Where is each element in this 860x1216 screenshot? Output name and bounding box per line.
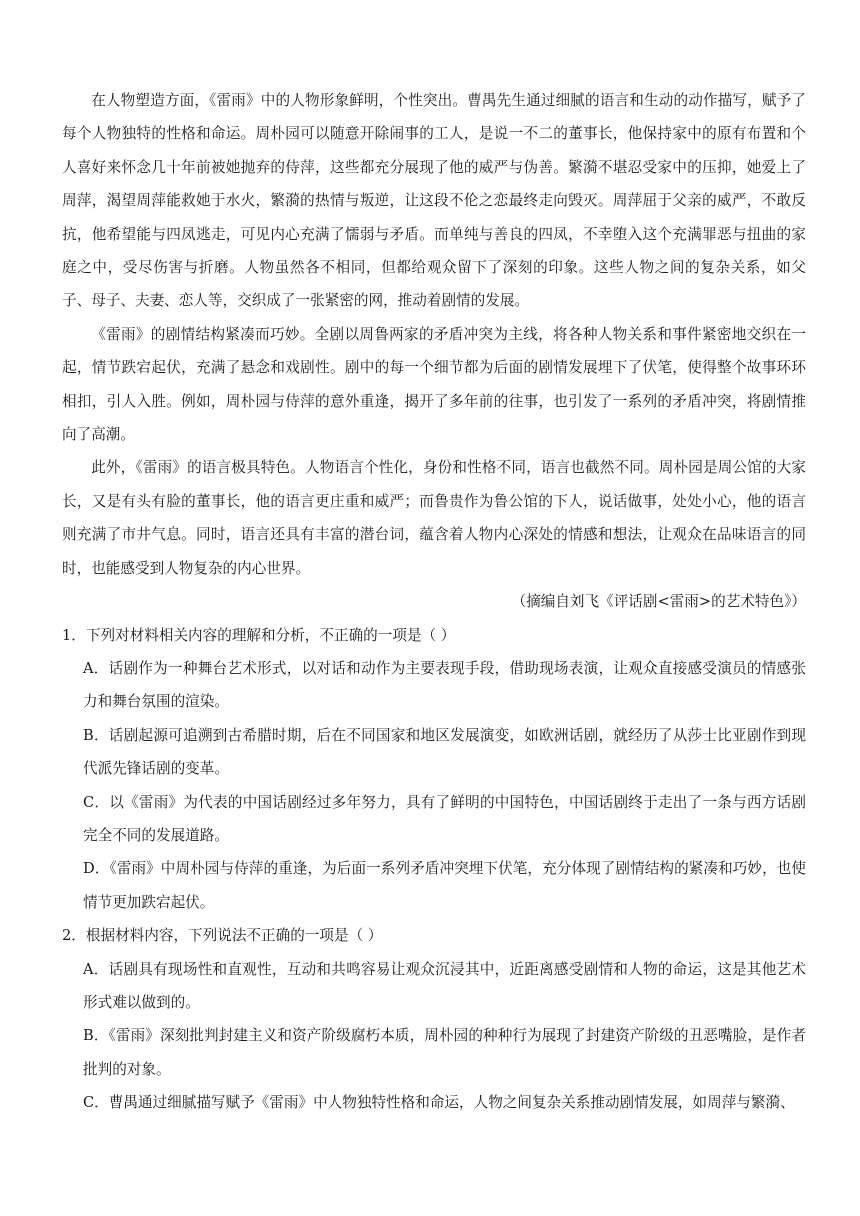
question-1-option-b: B．话剧起源可追溯到古希腊时期，后在不同国家和地区发展演变，如欧洲话剧，就经历了从莎士比亚剧作到现代派先锋话剧的变革。: [83, 726, 806, 778]
question-1-stem: 1．下列对材料相关内容的理解和分析，不正确的一项是（ ）: [62, 626, 456, 644]
document-page: [62, 84, 806, 1120]
passage-paragraph-2: 《雷雨》的剧情结构紧凑而巧妙。全剧以周鲁两家的矛盾冲突为主线，将各种人物关系和事件紧密地交织在一起，情节跌宕起伏，充满了悬念和戏剧性。剧中的每一个细节都为后面的剧情发展埋下了伏笔，使得整个故事环环相扣，引人入胜。例如，周朴园与侍萍的意外重逢，揭开了多年前的往事，也引发了一系列的矛盾冲突，将剧情推向了高潮。: [62, 325, 806, 444]
question-1-option-c: C．以《雷雨》为代表的中国话剧经过多年努力，具有了鲜明的中国特色，中国话剧终于走出了一条与西方话剧完全不同的发展道路。: [83, 793, 806, 844]
question-2-option-a: A．话剧具有现场性和直观性，互动和共鸣容易让观众沉浸其中，近距离感受剧情和人物的命运，这是其他艺术形式难以做到的。: [83, 960, 806, 1011]
question-2-option-c: C．曹禺通过细腻描写赋予《雷雨》中人物独特性格和命运，人物之间复杂关系推动剧情发展，如周萍与繁漪、: [83, 1094, 795, 1112]
passage-source: （摘编自刘飞《评话剧<雷雨>的艺术特色》）: [511, 593, 806, 611]
question-2-stem: 2．根据材料内容，下列说法不正确的一项是（ ）: [62, 927, 383, 945]
question-2-option-b: B．《雷雨》深刻批判封建主义和资产阶级腐朽本质，周朴园的种种行为展现了封建资产阶级的丑恶嘴脸，是作者批判的对象。: [83, 1027, 806, 1078]
question-1: [62, 619, 806, 920]
passage-paragraph-3: 此外，《雷雨》的语言极具特色。人物语言个性化，身份和性格不同，语言也截然不同。周朴园是周公馆的大家长，又是有头有脸的董事长，他的语言更庄重和威严；而鲁贵作为鲁公馆的下人，说话做事，处处小心，他的语言则充满了市井气息。同时，语言还具有丰富的潜台词，蕴含着人物内心深处的情感和想法，让观众在品味语言的同时，也能感受到人物复杂的内心世界。: [62, 459, 806, 577]
question-1-option-d: D．《雷雨》中周朴园与侍萍的重逢，为后面一系列矛盾冲突埋下伏笔，充分体现了剧情结构的紧凑和巧妙，也使情节更加跌宕起伏。: [83, 860, 806, 911]
question-2: [62, 919, 806, 1119]
passage-paragraph-1: 在人物塑造方面，《雷雨》中的人物形象鲜明，个性突出。曹禺先生通过细腻的语言和生动的动作描写，赋予了每个人物独特的性格和命运。周朴园可以随意开除闹事的工人，是说一不二的董事长，他保持家中的原有布置和个人喜好来怀念几十年前被她抛弃的侍萍，这些都充分展现了他的威严与伪善。繁漪不堪忍受家中的压抑，她爱上了周萍，渴望周萍能救她于水火，繁漪的热情与叛逆，让这段不伦之恋最终走向毁灭。周萍屈于父亲的威严，不敢反抗，他希望能与四凤逃走，可见内心充满了懦弱与矛盾。而单纯与善良的四凤，不幸堕入这个充满罪恶与扭曲的家庭之中，受尽伤害与折磨。人物虽然各不相同，但都给观众留下了深刻的印象。这些人物之间的复杂关系，如父子、母子、夫妻、恋人等，交织成了一张紧密的网，推动着剧情的发展。: [62, 92, 806, 310]
question-1-option-a: A．话剧作为一种舞台艺术形式，以对话和动作为主要表现手段，借助现场表演，让观众直接感受演员的情感张力和舞台氛围的渲染。: [83, 659, 806, 711]
